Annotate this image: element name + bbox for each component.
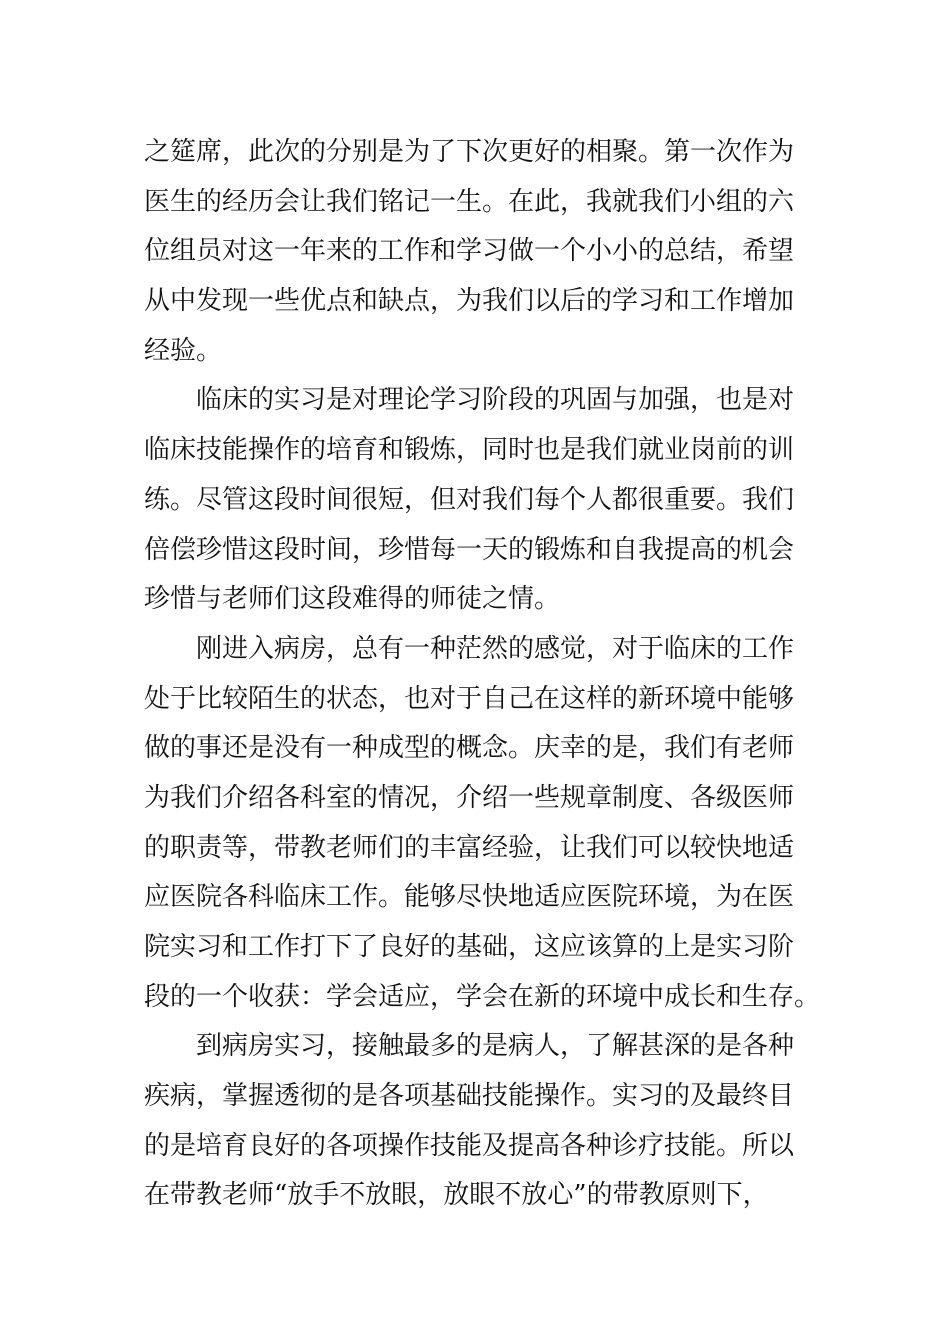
text-line: 临床的实习是对理论学习阶段的巩固与加强，也是对 bbox=[196, 385, 795, 416]
text-line: 院实习和工作打下了良好的基础，这应该算的上是实习阶 bbox=[144, 932, 795, 962]
text-line: 刚进入病房，总有一种茫然的感觉，对于临床的工作 bbox=[196, 633, 795, 664]
text-line: 疾病，掌握透彻的是各项基础技能操作。实习的及最终目 bbox=[144, 1081, 795, 1112]
text-line: 位组员对这一年来的工作和学习做一个小小的总结，希望 bbox=[144, 236, 795, 267]
text-line: 练。尽管这段时间很短，但对我们每个人都很重要。我们 bbox=[144, 484, 795, 515]
text-line: 做的事还是没有一种成型的概念。庆幸的是，我们有老师 bbox=[144, 733, 795, 764]
text-line: 经验。 bbox=[144, 335, 223, 366]
text-line: 到病房实习，接触最多的是病人，了解甚深的是各种 bbox=[196, 1031, 795, 1062]
text-line: 倍偿珍惜这段时间，珍惜每一天的锻炼和自我提高的机会 bbox=[144, 534, 795, 565]
text-line: 从中发现一些优点和缺点，为我们以后的学习和工作增加 bbox=[144, 286, 795, 317]
text-line: 在带教老师“放手不放眼，放眼不放心”的带教原则下， bbox=[144, 1180, 769, 1211]
text-line: 处于比较陌生的状态，也对于自己在这样的新环境中能够 bbox=[144, 683, 795, 714]
text-line: 段的一个收获：学会适应，学会在新的环境中成长和生存。 bbox=[144, 981, 821, 1012]
text-line: 的是培育良好的各项操作技能及提高各种诊疗技能。所以 bbox=[144, 1130, 795, 1161]
document-body bbox=[144, 128, 821, 1221]
text-line: 为我们介绍各科室的情况，介绍一些规章制度、各级医师 bbox=[144, 782, 795, 813]
text-line: 的职责等，带教老师们的丰富经验，让我们可以较快地适 bbox=[144, 832, 795, 863]
text-line: 应医院各科临床工作。能够尽快地适应医院环境，为在医 bbox=[144, 882, 795, 913]
paragraph-3 bbox=[144, 625, 821, 1023]
text-line: 临床技能操作的培育和锻炼，同时也是我们就业岗前的训 bbox=[144, 435, 795, 466]
text-line: 珍惜与老师们这段难得的师徒之情。 bbox=[144, 584, 561, 615]
text-line: 之筵席，此次的分别是为了下次更好的相聚。第一次作为 bbox=[144, 137, 795, 167]
paragraph-2 bbox=[144, 376, 814, 624]
text-line: 医生的经历会让我们铭记一生。在此，我就我们小组的六 bbox=[144, 186, 795, 217]
paragraph-4 bbox=[144, 1022, 814, 1221]
paragraph-1 bbox=[144, 128, 814, 376]
